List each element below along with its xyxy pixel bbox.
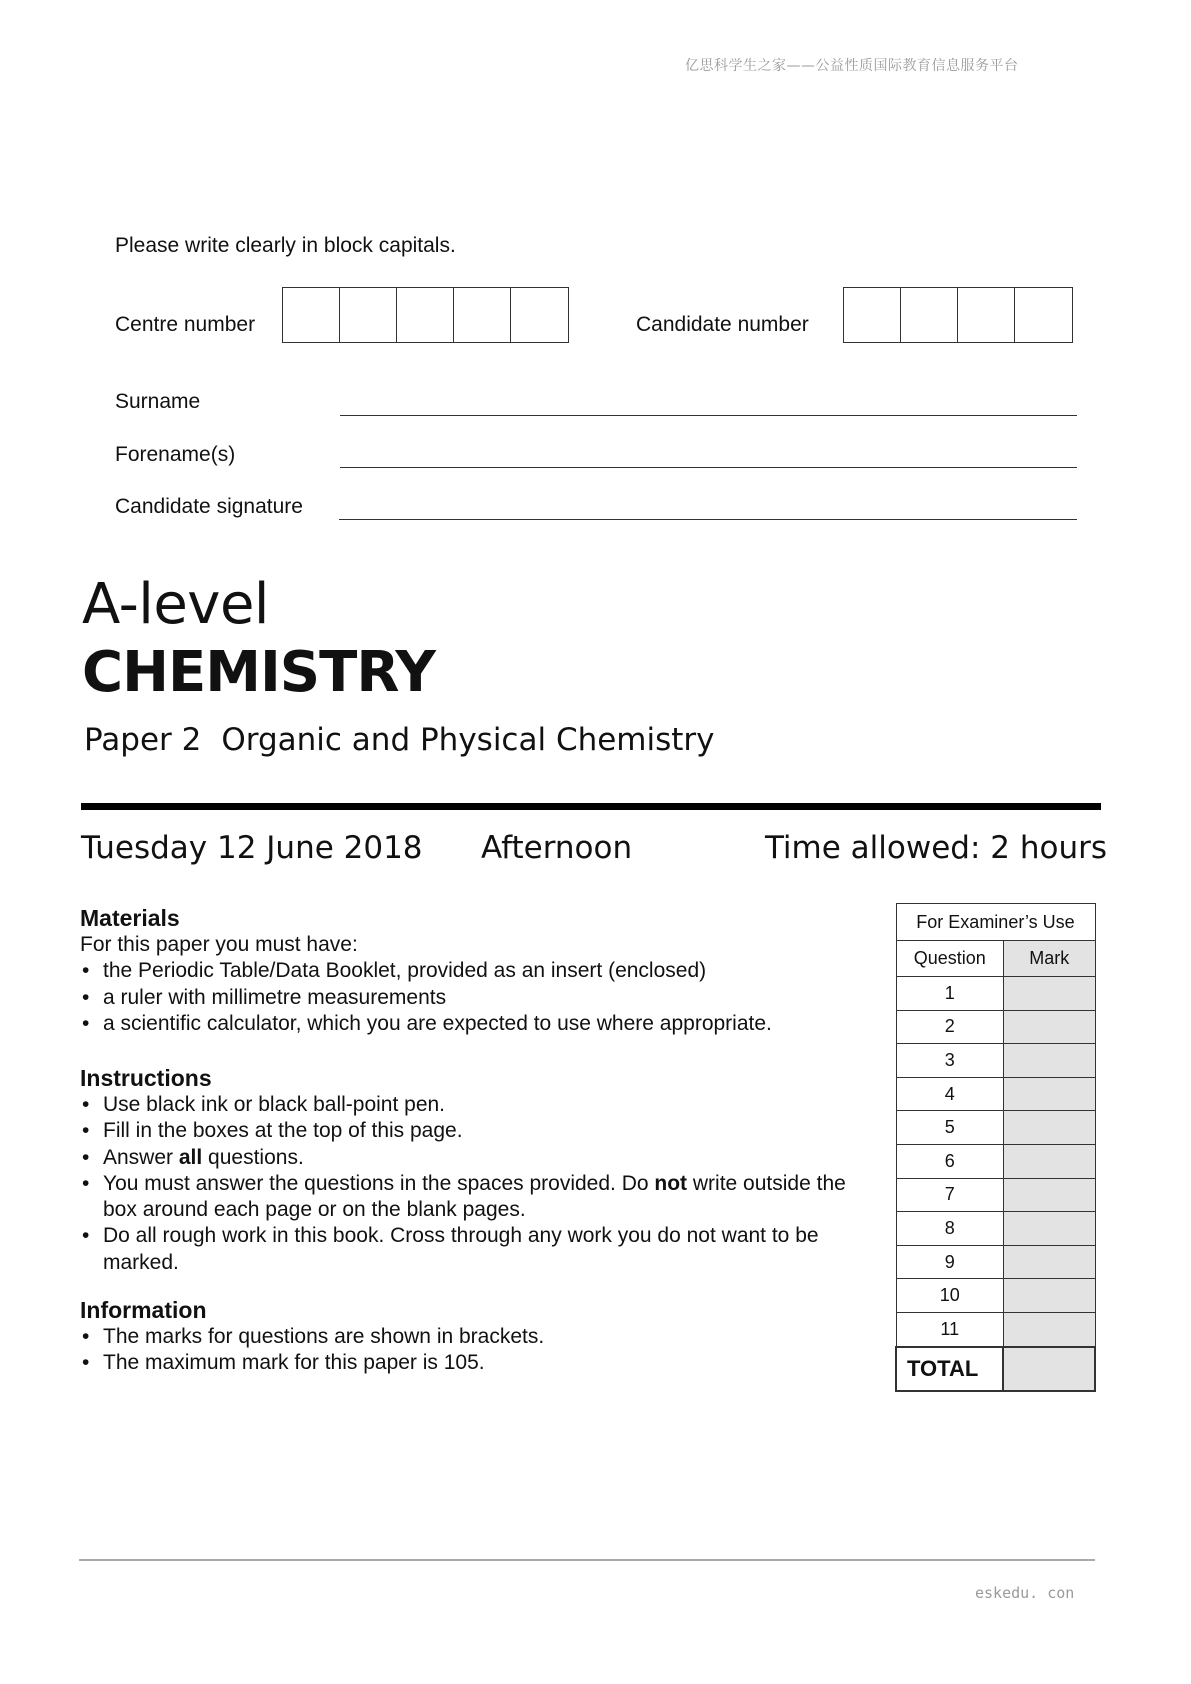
qualification-level: A-level	[82, 572, 269, 637]
question-number: 2	[896, 1010, 1003, 1044]
mark-cell[interactable]	[1003, 1010, 1095, 1044]
question-number: 6	[896, 1144, 1003, 1178]
materials-heading: Materials	[80, 905, 180, 931]
watermark-top-text: 亿思科学生之家——公益性质国际教育信息服务平台	[685, 58, 1019, 74]
instructions-heading: Instructions	[80, 1065, 212, 1091]
time-allowed: Time allowed: 2 hours	[764, 830, 1107, 866]
table-row	[896, 1279, 1095, 1313]
question-number: 1	[896, 977, 1003, 1011]
surname-label: Surname	[115, 390, 201, 413]
question-number: 8	[896, 1212, 1003, 1246]
paper-name: Organic and Physical Chemistry	[221, 722, 715, 758]
centre-number-boxes[interactable]	[282, 287, 569, 343]
instructions-item: • Answer all questions.	[80, 1145, 880, 1171]
table-row	[896, 1077, 1095, 1111]
question-number: 4	[896, 1077, 1003, 1111]
table-row	[896, 1178, 1095, 1212]
centre-number-label: Centre number	[115, 313, 256, 336]
mark-cell[interactable]	[1003, 977, 1095, 1011]
question-number: 5	[896, 1111, 1003, 1145]
candidate-number-label: Candidate number	[636, 313, 809, 336]
paper-number: Paper 2	[84, 722, 202, 758]
materials-item: • a ruler with millimetre measurements	[80, 985, 880, 1011]
table-row	[896, 977, 1095, 1011]
mark-cell[interactable]	[1003, 1144, 1095, 1178]
mark-cell[interactable]	[1003, 1312, 1095, 1346]
question-number: 10	[896, 1279, 1003, 1313]
candidate-number-box[interactable]	[844, 288, 901, 342]
table-row	[896, 1212, 1095, 1246]
mark-cell[interactable]	[1003, 1279, 1095, 1313]
question-number: 11	[896, 1312, 1003, 1346]
examiner-use-table	[895, 903, 1096, 1392]
centre-number-box[interactable]	[511, 288, 568, 342]
mark-cell[interactable]	[1003, 1111, 1095, 1145]
table-row	[896, 1312, 1095, 1346]
instructions-item: • You must answer the questions in the spaces provided. Do not write outside the box around each page or on the blank pages.	[80, 1171, 880, 1224]
materials-intro: For this paper you must have:	[80, 933, 358, 956]
table-row	[896, 1144, 1095, 1178]
table-row	[896, 1010, 1095, 1044]
question-number: 3	[896, 1044, 1003, 1078]
mark-cell[interactable]	[1003, 1245, 1095, 1279]
materials-item: • a scientific calculator, which you are expected to use where appropriate.	[80, 1011, 880, 1037]
candidate-number-box[interactable]	[958, 288, 1015, 342]
mark-cell[interactable]	[1003, 1044, 1095, 1078]
exam-date: Tuesday 12 June 2018	[81, 830, 423, 866]
information-heading: Information	[80, 1297, 207, 1323]
centre-number-box[interactable]	[454, 288, 511, 342]
watermark-bottom-text: eskedu. con	[975, 1584, 1075, 1602]
information-item: • The marks for questions are shown in brackets.	[80, 1324, 880, 1350]
centre-number-box[interactable]	[340, 288, 397, 342]
candidate-number-box[interactable]	[1015, 288, 1072, 342]
mark-cell[interactable]	[1003, 1077, 1095, 1111]
surname-field[interactable]	[340, 415, 1077, 416]
table-row	[896, 1044, 1095, 1078]
materials-item: • the Periodic Table/Data Booklet, provided as an insert (enclosed)	[80, 958, 880, 984]
mark-cell[interactable]	[1003, 1212, 1095, 1246]
title-divider	[81, 803, 1101, 810]
mark-cell[interactable]	[1003, 1178, 1095, 1212]
signature-label: Candidate signature	[115, 495, 303, 518]
forenames-field[interactable]	[340, 467, 1077, 468]
instructions-item: • Do all rough work in this book. Cross through any work you do not want to be marked.	[80, 1223, 880, 1276]
footer-divider	[79, 1559, 1095, 1561]
question-number: 7	[896, 1178, 1003, 1212]
instructions-section	[80, 1064, 880, 1276]
question-number: 9	[896, 1245, 1003, 1279]
forenames-label: Forename(s)	[115, 443, 236, 466]
instructions-item: • Use black ink or black ball-point pen.	[80, 1092, 880, 1118]
centre-number-box[interactable]	[397, 288, 454, 342]
table-row	[896, 1245, 1095, 1279]
centre-number-box[interactable]	[283, 288, 340, 342]
signature-field[interactable]	[339, 519, 1077, 520]
information-item: • The maximum mark for this paper is 105.	[80, 1350, 880, 1376]
candidate-number-box[interactable]	[901, 288, 958, 342]
table-row	[896, 1111, 1095, 1145]
intro-instruction: Please write clearly in block capitals.	[115, 234, 456, 257]
subject-title: CHEMISTRY	[82, 640, 435, 705]
candidate-number-boxes[interactable]	[843, 287, 1073, 343]
instructions-item: • Fill in the boxes at the top of this page.	[80, 1118, 880, 1144]
mark-column-header: Mark	[1003, 941, 1095, 977]
paper-subtitle	[84, 722, 715, 758]
total-mark-cell[interactable]	[1003, 1347, 1095, 1391]
information-section	[80, 1296, 880, 1377]
examiner-table-title: For Examiner’s Use	[896, 904, 1095, 941]
total-label: TOTAL	[896, 1347, 1003, 1391]
materials-section	[80, 904, 880, 1037]
total-row	[896, 1347, 1095, 1391]
exam-session: Afternoon	[481, 830, 633, 866]
question-column-header: Question	[896, 941, 1003, 977]
